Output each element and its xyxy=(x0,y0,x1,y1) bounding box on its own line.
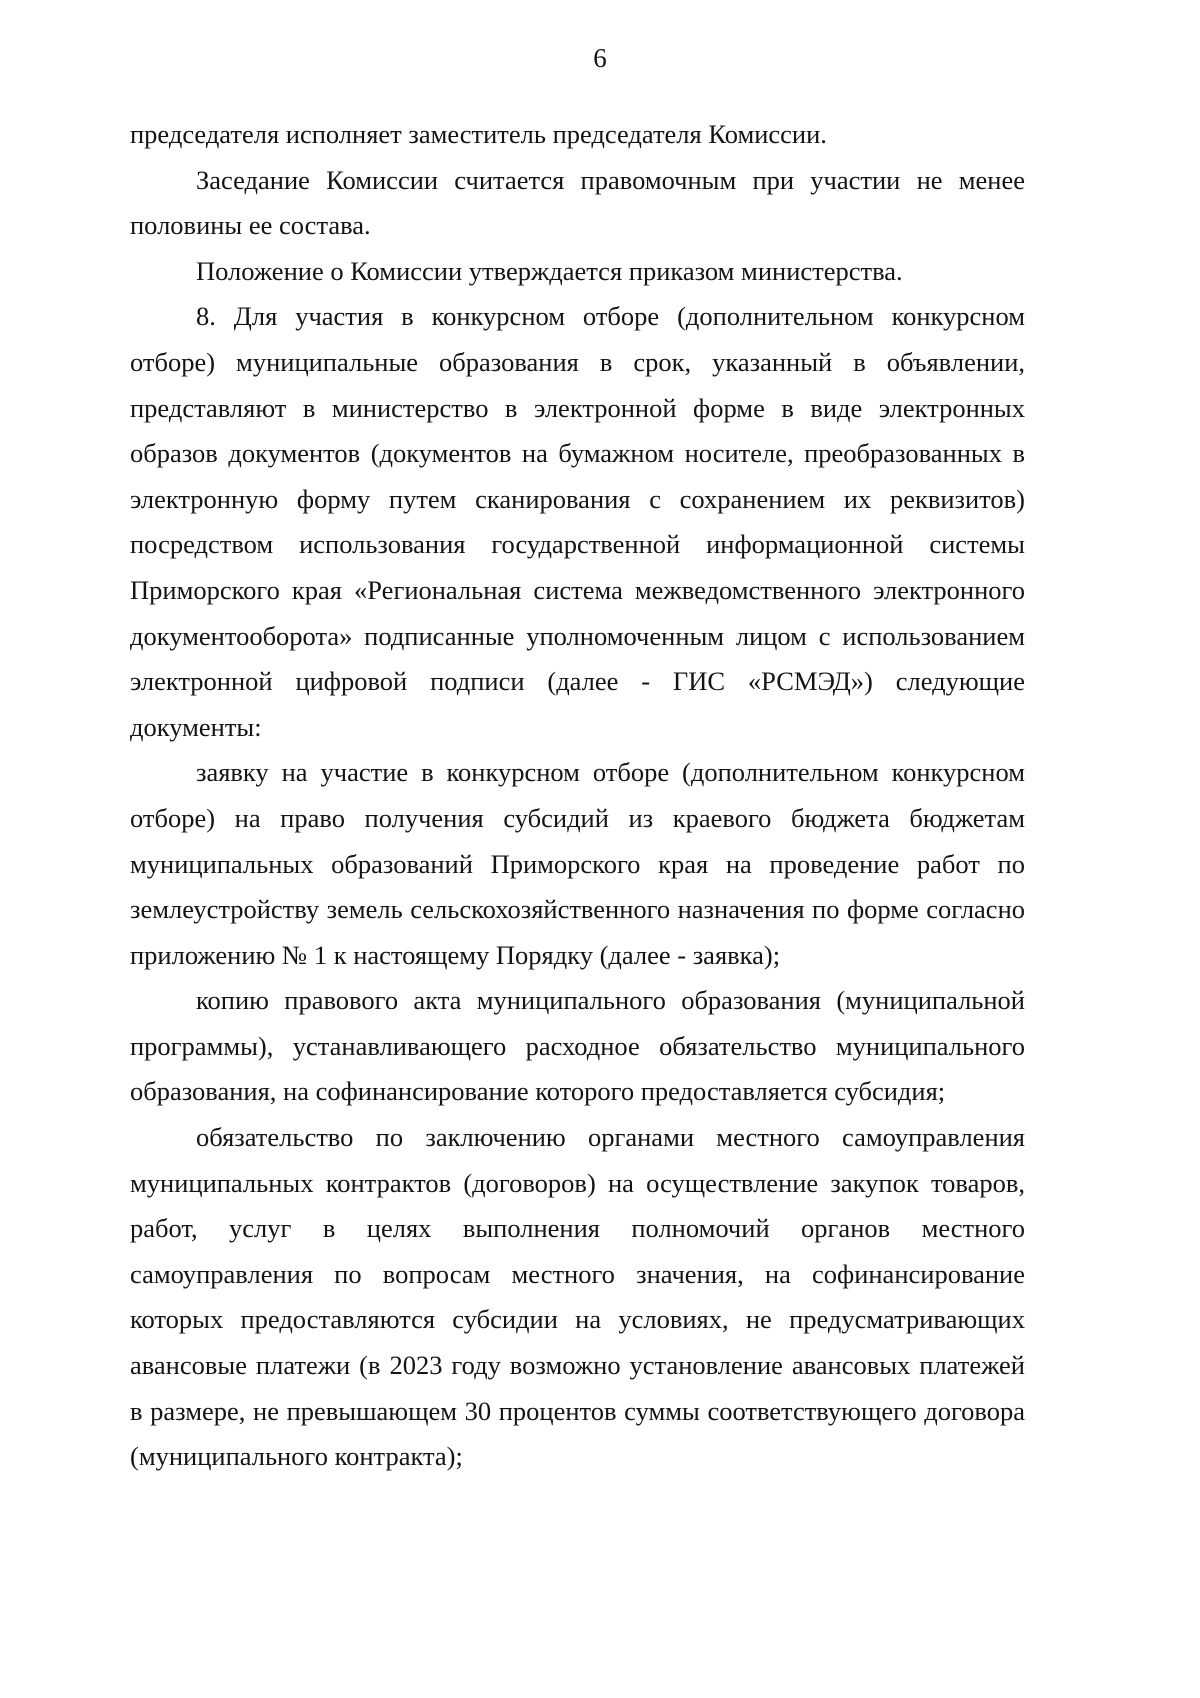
paragraph-chair-replacement: председателя исполняет заместитель председателя Комиссии. xyxy=(130,119,827,149)
paragraph-contracts-obligation: обязательство по заключению органами местного самоуправления муниципальных контрактов (договоров) на осуществление закупок товаров, работ, услуг в целях выполнения полномочий органов местного самоуправления по вопросам местного значения, на софинансирование которых предоставляются субсидии на условиях, не предусматривающих авансовые платежи (в 2023 году возможно установление авансовых платежей в размере, не превышающем 30 процентов суммы соответствующего договора (муниципального контракта); xyxy=(130,1122,1025,1472)
paragraph-quorum: Заседание Комиссии считается правомочным при участии не менее половины ее состава. xyxy=(130,164,1025,241)
paragraph-application: заявку на участие в конкурсном отборе (дополнительном конкурсном отборе) на право получения субсидий из краевого бюджета бюджетам муниципальных образований Приморского края на проведение работ по землеустройству земель сельскохозяйственного назначения по форме согласно приложению № 1 к настоящему Порядку (далее - заявка); xyxy=(130,757,1025,970)
paragraph-item-8: 8. Для участия в конкурсном отборе (дополнительном конкурсном отборе) муниципальные образования в срок, указанный в объявлении, представляют в министерство в электронной форме в виде электронных образов документов (документов на бумажном носителе, преобразованных в электронную форму путем сканирования с сохранением их реквизитов) посредством использования государственной информационной системы Приморского края «Региональная система межведомственного электронного документооборота» подписанные уполномоченным лицом с использованием электронной цифровой подписи (далее - ГИС «РСМЭД») следующие документы: xyxy=(130,301,1025,742)
paragraph-commission-regulation: Положение о Комиссии утверждается приказом министерства. xyxy=(196,255,903,286)
document-body xyxy=(130,112,1025,1480)
page-number: 6 xyxy=(593,43,607,73)
paragraph-legal-act-copy: копию правового акта муниципального образования (муниципальной программы), устанавливающего расходное обязательство муниципального образования, на софинансирование которого предоставляется субсидия; xyxy=(130,985,1025,1107)
